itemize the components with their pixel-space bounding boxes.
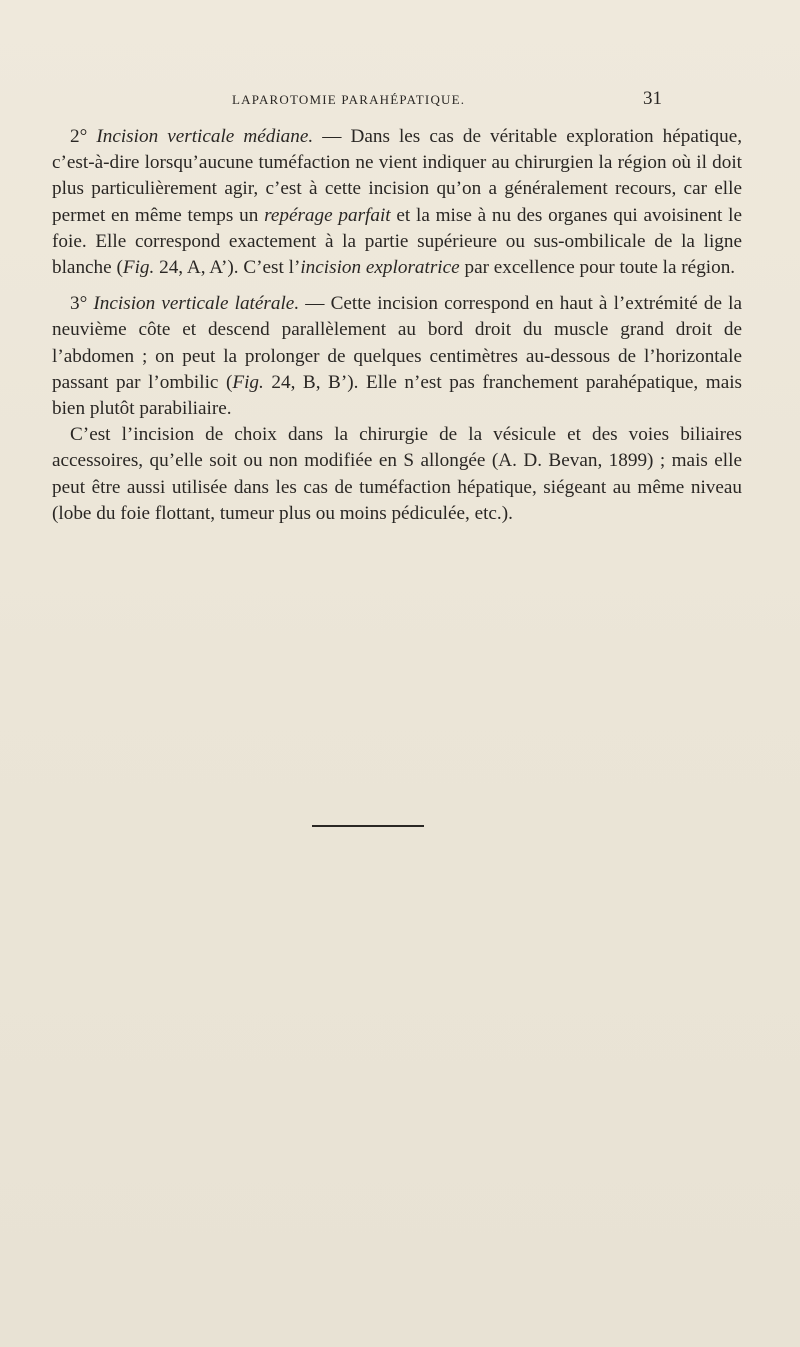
section-number: 3° bbox=[70, 293, 88, 315]
running-title: LAPAROTOMIE PARAHÉPATIQUE. bbox=[232, 92, 466, 107]
section-heading: Incision verticale médiane. bbox=[96, 126, 314, 147]
emphasis: incision exploratrice bbox=[300, 257, 460, 279]
section-number: 2° bbox=[70, 126, 88, 147]
figure-reference: Fig. bbox=[122, 257, 155, 279]
section-heading: Incision verticale latérale. bbox=[93, 293, 300, 315]
paragraph-incision-de-choix: C’est l’incision de choix dans la chirurgie de la vésicule et des voies biliaires accessoires, qu’elle soit ou non modifiée en S allongée (A. D. Bevan, 1899) ; mais elle peut être aussi utilisée dans les cas de tuméfaction hépatique, siégeant au même niveau (lobe du foie flottant, tumeur plus ou moins pédiculée, etc.). bbox=[52, 424, 742, 524]
emphasis: repérage parfait bbox=[264, 204, 391, 226]
page-number: 31 bbox=[643, 88, 662, 109]
figure-reference: Fig. bbox=[232, 371, 264, 393]
paragraph-incision-laterale: 3° Incision verticale latérale. — Cette incision correspond en haut à l’extrémité de la neuvième côte et descend parallèlement au bord droit du muscle grand droit de l’abdomen ; on peut la prolonger de quelques centimètres au-dessous de l’horizontale passant par l’ombilic (Fig. 24, B, B’). Elle n’est pas franchement parahépatique, mais bien plutôt parabiliaire. bbox=[52, 293, 743, 420]
paragraph-incision-mediane: 2° Incision verticale médiane. — Dans les cas de véritable exploration hépatique, c’est-à-dire lorsqu’aucune tuméfaction ne vient indiquer au chirurgien la région où il doit plus particulièrement agir, c’est à cette incision qu’on a généralement recours, car elle permet en même temps un repérage parfait et la mise à nu des organes qui avoisinent le foie. Elle correspond exactement à la partie supérieure ou sus-ombilicale de la ligne blanche (Fig. 24, A, A’). C’est l’incision exploratrice par excellence pour toute la région. bbox=[52, 126, 743, 279]
body-text bbox=[52, 124, 742, 527]
running-head bbox=[232, 88, 662, 109]
end-rule bbox=[312, 825, 424, 827]
